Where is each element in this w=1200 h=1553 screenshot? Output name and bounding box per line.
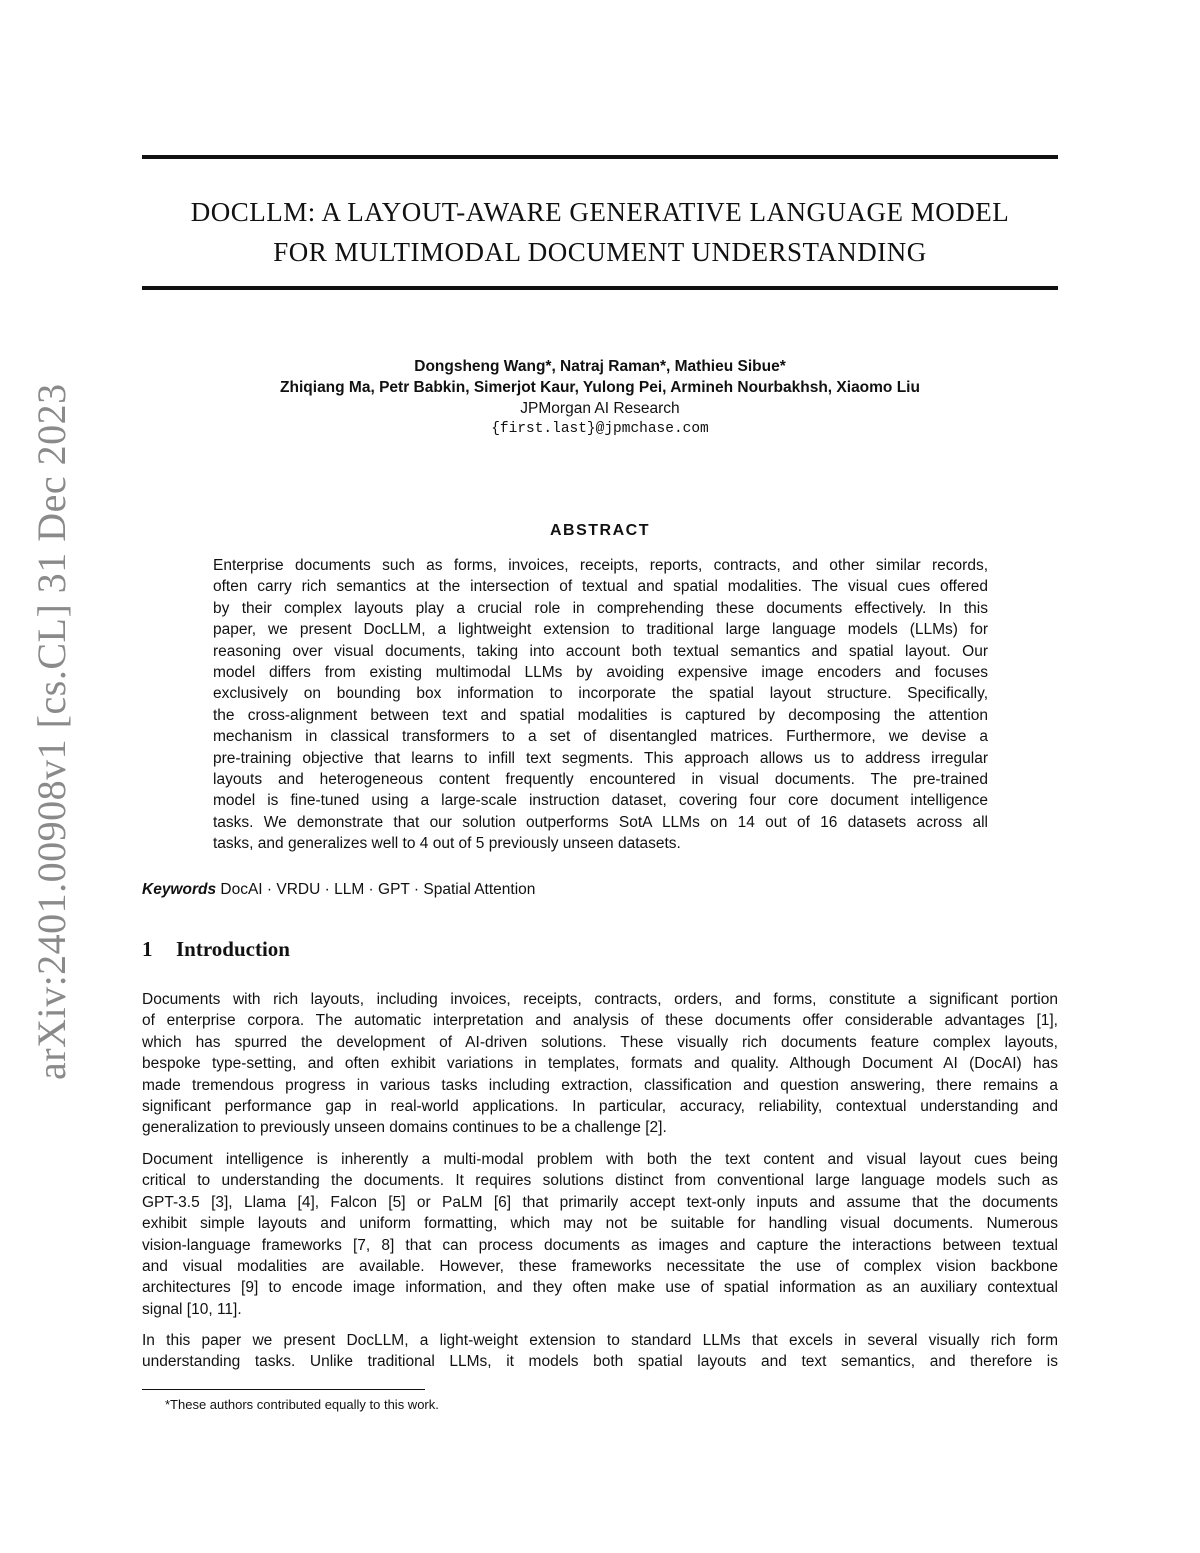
paragraph-line: understanding tasks. Unlike traditional LLMs, it models both spatial layouts and text semantics, and therefore is [142,1353,1058,1371]
title-top-rule [142,155,1058,159]
author-names-line-2: Zhiqiang Ma, Petr Babkin, Simerjot Kaur, Yulong Pei, Armineh Nourbakhsh, Xiaomo Liu [280,379,920,396]
section-number: 1 [142,937,153,961]
section-title: Introduction [176,937,290,961]
abstract-line: by their complex layouts play a crucial role in comprehending these documents effectively. In this [213,599,988,617]
paragraph-2 [142,1149,1058,1320]
abstract-line: Enterprise documents such as forms, invoices, receipts, reports, contracts, and other similar records, [213,557,988,574]
keywords-line [142,881,1058,899]
paragraph-line: signal [10, 11]. [142,1300,242,1318]
paragraph-line: architectures [9] to encode image information, and they often make use of spatial information as an auxiliary contextual [142,1279,1058,1297]
author-block [142,356,1058,440]
paper-title [142,192,1058,272]
abstract-line: mechanism in classical transformers to a set of disentangled matrices. Furthermore, we devise a [213,728,988,746]
paragraph-line: which has spurred the development of AI-driven solutions. These visually rich documents feature complex layouts, [142,1033,1058,1051]
paragraph-3 [142,1330,1058,1373]
abstract-line: tasks. We demonstrate that our solution outperforms SotA LLMs on 14 out of 16 datasets across all [213,813,988,831]
abstract-line: tasks, and generalizes well to 4 out of 5 previously unseen datasets. [213,835,681,853]
arxiv-stamp: arXiv:2401.00908v1 [cs.CL] 31 Dec 2023 [29,383,74,1080]
abstract-body [213,555,988,855]
abstract-line: reasoning over visual documents, taking into account both textual semantics and spatial layout. Our [213,642,988,660]
paragraph-line: critical to understanding the documents. It requires solutions distinct from conventional large language models such as [142,1172,1058,1190]
paragraph-line: generalization to previously unseen domains continues to be a challenge [2]. [142,1119,667,1137]
paragraph-line: of enterprise corpora. The automatic interpretation and analysis of these documents offer considerable advantages [1], [142,1012,1058,1030]
paragraph-line: exhibit simple layouts and uniform formatting, which may not be suitable for handling visual documents. Numerous [142,1215,1058,1233]
affiliation: JPMorgan AI Research [520,400,680,417]
paragraph-line: GPT-3.5 [3], Llama [4], Falcon [5] or PaLM [6] that primarily accept text-only inputs and assume that the documents [142,1193,1058,1211]
footnote-rule [142,1389,425,1390]
author-email: {first.last}@jpmchase.com [491,421,709,437]
abstract-line: model differs from existing multimodal LLMs by avoiding expensive image encoders and focuses [213,664,988,682]
paragraph-1 [142,989,1058,1139]
abstract-heading: ABSTRACT [550,522,650,539]
paragraph-line: Document intelligence is inherently a multi-modal problem with both the text content and visual layout cues being [142,1151,1058,1168]
title-line-2: FOR MULTIMODAL DOCUMENT UNDERSTANDING [273,237,927,267]
abstract-line: paper, we present DocLLM, a lightweight extension to traditional large language models (LLMs) for [213,621,988,639]
abstract-line: pre-training objective that learns to infill text segments. This approach allows us to address irregular [213,749,988,767]
abstract-line: often carry rich semantics at the intersection of textual and spatial modalities. The visual cues offered [213,578,988,596]
abstract-line: the cross-alignment between text and spatial modalities is captured by decomposing the attention [213,706,988,724]
paragraph-line: Documents with rich layouts, including invoices, receipts, contracts, orders, and forms, constitute a significant portion [142,991,1058,1008]
paragraph-line: bespoke type-setting, and often exhibit variations in templates, formats and quality. Although Document AI (DocAI) has [142,1055,1058,1073]
keywords-label: Keywords [142,881,217,898]
paragraph-line: made tremendous progress in various tasks including extraction, classification and question answering, there remains a [142,1076,1058,1094]
title-bottom-rule [142,286,1058,290]
abstract-line: layouts and heterogeneous content frequently encountered in visual documents. The pre-trained [213,771,988,789]
footnote: *These authors contributed equally to this work. [165,1397,439,1412]
title-line-1: DOCLLM: A LAYOUT-AWARE GENERATIVE LANGUAGE MODEL [190,197,1010,227]
section-heading [142,937,290,962]
paragraph-line: vision-language frameworks [7, 8] that can process documents as images and capture the interactions between textual [142,1236,1058,1254]
paragraph-line: significant performance gap in real-world applications. In particular, accuracy, reliability, contextual understanding and [142,1098,1058,1116]
abstract-line: exclusively on bounding box information to incorporate the spatial layout structure. Specifically, [213,685,988,703]
keywords-text: DocAI · VRDU · LLM · GPT · Spatial Attention [220,881,536,898]
paragraph-line: In this paper we present DocLLM, a light-weight extension to standard LLMs that excels in several visually rich form [142,1332,1058,1349]
abstract-line: model is fine-tuned using a large-scale instruction dataset, covering four core document intelligence [213,792,988,810]
author-names-line-1: Dongsheng Wang*, Natraj Raman*, Mathieu Sibue* [414,358,786,375]
paragraph-line: and visual modalities are available. However, these frameworks necessitate the use of complex vision backbone [142,1258,1058,1276]
